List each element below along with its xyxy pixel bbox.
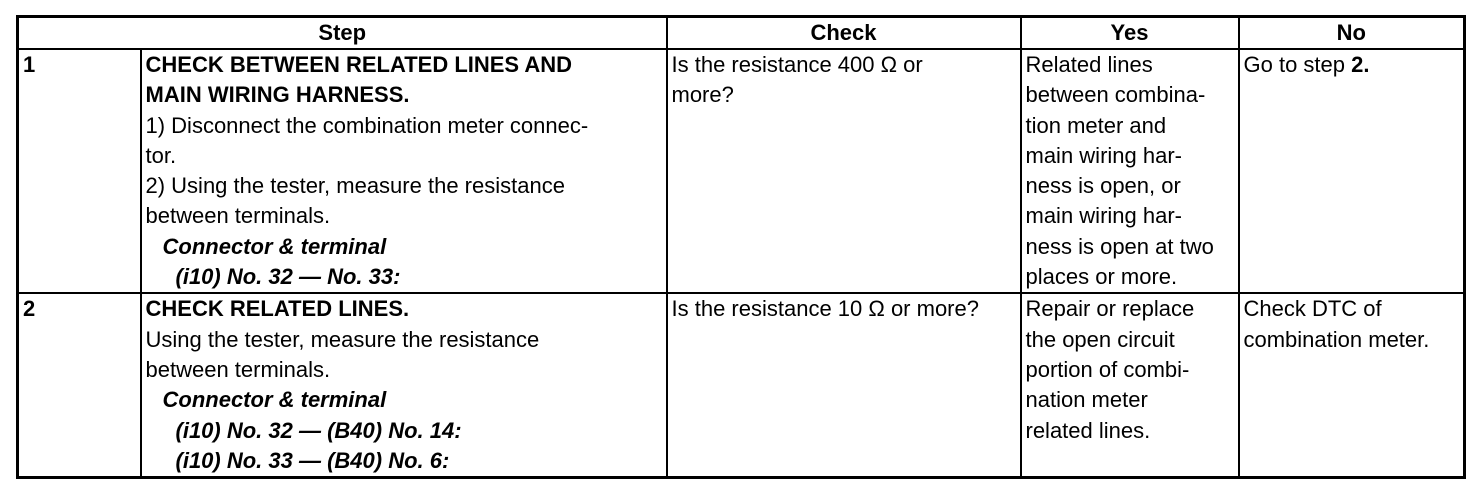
yes-text: portion of combi- [1025, 356, 1190, 382]
step-number: 1 [18, 49, 141, 293]
step-instruction: Using the tester, measure the resistance [145, 326, 540, 352]
yes-text: Repair or replace [1025, 296, 1195, 322]
check-cell [667, 49, 1021, 293]
connector-label: Connector & terminal [162, 233, 387, 259]
no-text: combination meter. [1243, 326, 1430, 352]
check-text: more? [671, 82, 734, 108]
connector-label: Connector & terminal [162, 387, 387, 413]
table-row [18, 49, 1465, 293]
step-instruction: between terminals. [145, 356, 331, 382]
terminal-spec: (i10) No. 32 — (B40) No. 14: [175, 417, 462, 443]
step-instruction: 2) Using the tester, measure the resistance [145, 173, 565, 199]
step-instruction: between terminals. [145, 203, 331, 229]
yes-text: Related lines [1025, 52, 1153, 77]
step-title: CHECK BETWEEN RELATED LINES AND [145, 52, 573, 77]
header-yes: Yes [1021, 17, 1239, 50]
no-prefix: Go to step [1243, 52, 1352, 77]
step-number: 2 [18, 293, 141, 477]
yes-cell [1021, 293, 1239, 477]
header-step: Step [18, 17, 667, 50]
yes-text: related lines. [1025, 417, 1151, 443]
yes-text: tion meter and [1025, 112, 1167, 138]
check-text: Is the resistance 400 Ω or [671, 52, 923, 77]
terminal-spec: (i10) No. 32 — No. 33: [175, 264, 401, 290]
no-cell [1239, 293, 1465, 477]
yes-cell [1021, 49, 1239, 293]
terminal-spec: (i10) No. 33 — (B40) No. 6: [175, 447, 450, 473]
check-text: Is the resistance 10 Ω or more? [671, 296, 979, 322]
no-text: Check DTC of [1243, 296, 1382, 322]
step-instruction: tor. [145, 142, 177, 168]
yes-text: main wiring har- [1025, 142, 1182, 168]
diagnostic-table [16, 15, 1466, 479]
no-step-ref: 2. [1351, 52, 1370, 77]
yes-text: places or more. [1025, 264, 1178, 290]
yes-text: ness is open at two [1025, 233, 1214, 259]
no-text [1244, 50, 1464, 80]
yes-text: ness is open, or [1025, 173, 1181, 199]
yes-text: main wiring har- [1025, 203, 1182, 229]
header-no: No [1239, 17, 1465, 50]
no-cell [1239, 49, 1465, 293]
step-title: CHECK RELATED LINES. [145, 296, 410, 322]
header-check: Check [667, 17, 1021, 50]
header-row [18, 17, 1465, 50]
step-content [141, 49, 667, 293]
step-content [141, 293, 667, 477]
yes-text: nation meter [1025, 387, 1148, 413]
check-cell [667, 293, 1021, 477]
step-instruction: 1) Disconnect the combination meter connec- [145, 112, 589, 138]
yes-text: the open circuit [1025, 326, 1175, 352]
table-row [18, 293, 1465, 477]
yes-text: between combina- [1025, 82, 1206, 108]
step-title: MAIN WIRING HARNESS. [145, 82, 410, 108]
